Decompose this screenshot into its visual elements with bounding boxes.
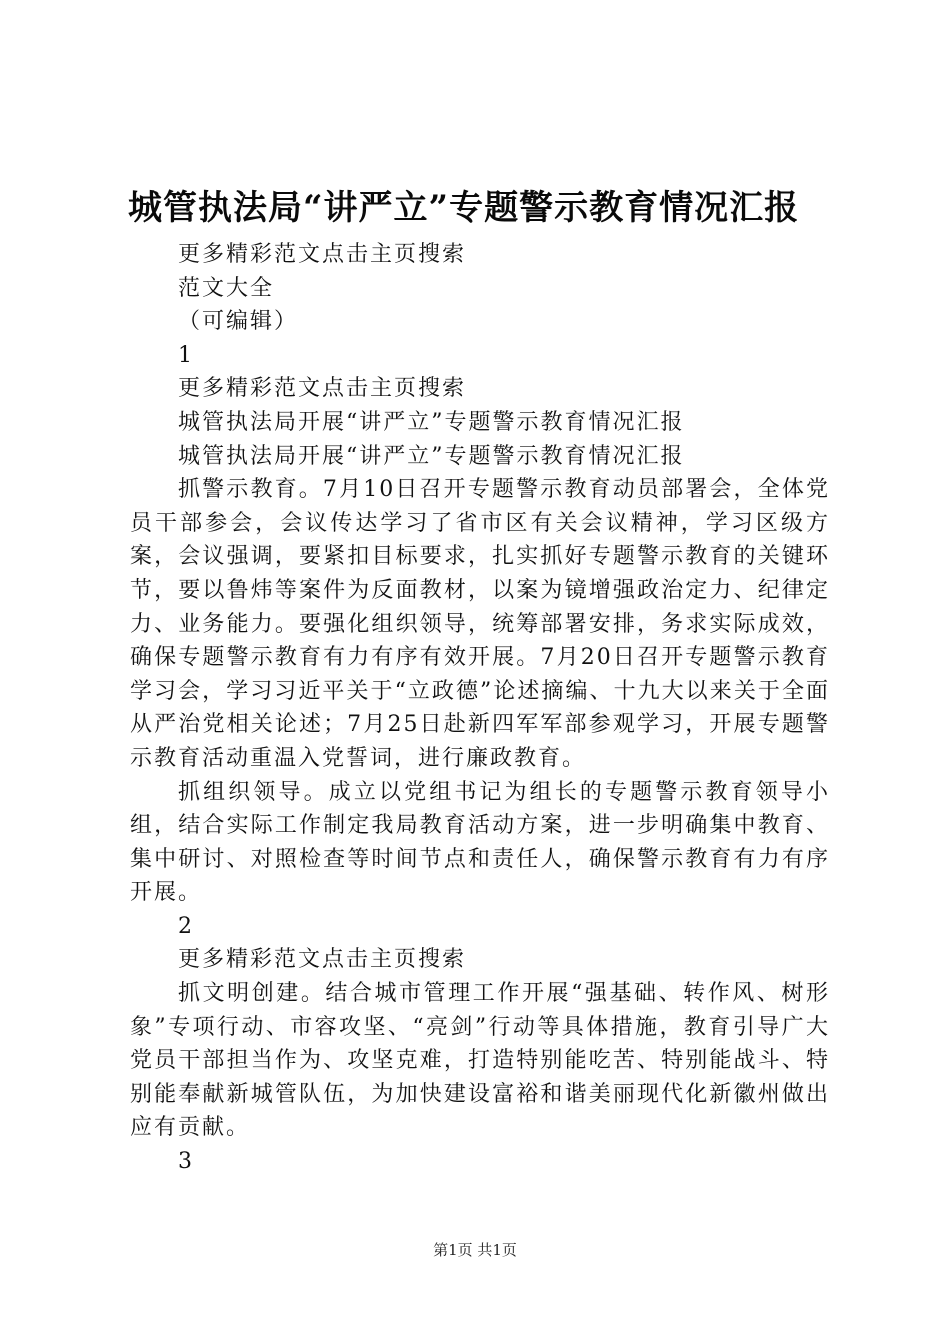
editable-note: （可编辑） [178, 309, 299, 335]
document-body [130, 238, 830, 1179]
promo-line: 更多精彩范文点击主页搜索 [178, 947, 467, 973]
collection-line: 范文大全 [178, 275, 275, 301]
paragraph-warning-education: 抓警示教育。7月10日召开专题警示教育动员部署会，全体党员干部参会，会议传达学习了省市区有关会议精神，学习区级方案，会议强调，要紧扣目标要求，扎实抓好专题警示教育的关键环节，要以鲁炜等案件为反面教材，以案为镜增强政治定力、纪律定力、业务能力。要强化组织领导，统筹部署安排，务求实际成效，确保专题警示教育有力有序有效开展。7月20日召开专题警示教育学习会，学习习近平关于“立政德”论述摘编、十九大以来关于全面从严治党相关论述；7月25日赴新四军军部参观学习，开展专题警示教育活动重温入党誓词，进行廉政教育。 [130, 477, 830, 771]
page-marker: 1 [178, 342, 194, 368]
paragraph-civilization-building: 抓文明创建。结合城市管理工作开展“强基础、转作风、树形象”专项行动、市容攻坚、“亮剑”行动等具体措施，教育引导广大党员干部担当作为、攻坚克难，打造特别能吃苦、特别能战斗、特别能奉献新城管队伍，为加快建设富裕和谐美丽现代化新徽州做出应有贡献。 [130, 981, 830, 1141]
document-title: 城管执法局“讲严立”专题警示教育情况汇报 [128, 188, 800, 228]
paragraph-organization-leadership: 抓组织领导。成立以党组书记为组长的专题警示教育领导小组，结合实际工作制定我局教育活动方案，进一步明确集中教育、集中研讨、对照检查等时间节点和责任人，确保警示教育有力有序开展。 [130, 779, 830, 906]
page-footer: 第1页 共1页 [433, 1241, 517, 1259]
page-marker: 2 [178, 913, 194, 939]
page-marker: 3 [178, 1149, 194, 1175]
promo-line: 更多精彩范文点击主页搜索 [178, 242, 467, 267]
subtitle-line: 城管执法局开展“讲严立”专题警示教育情况汇报 [178, 443, 685, 469]
subtitle-line: 城管执法局开展“讲严立”专题警示教育情况汇报 [178, 409, 685, 435]
promo-line: 更多精彩范文点击主页搜索 [178, 376, 467, 402]
